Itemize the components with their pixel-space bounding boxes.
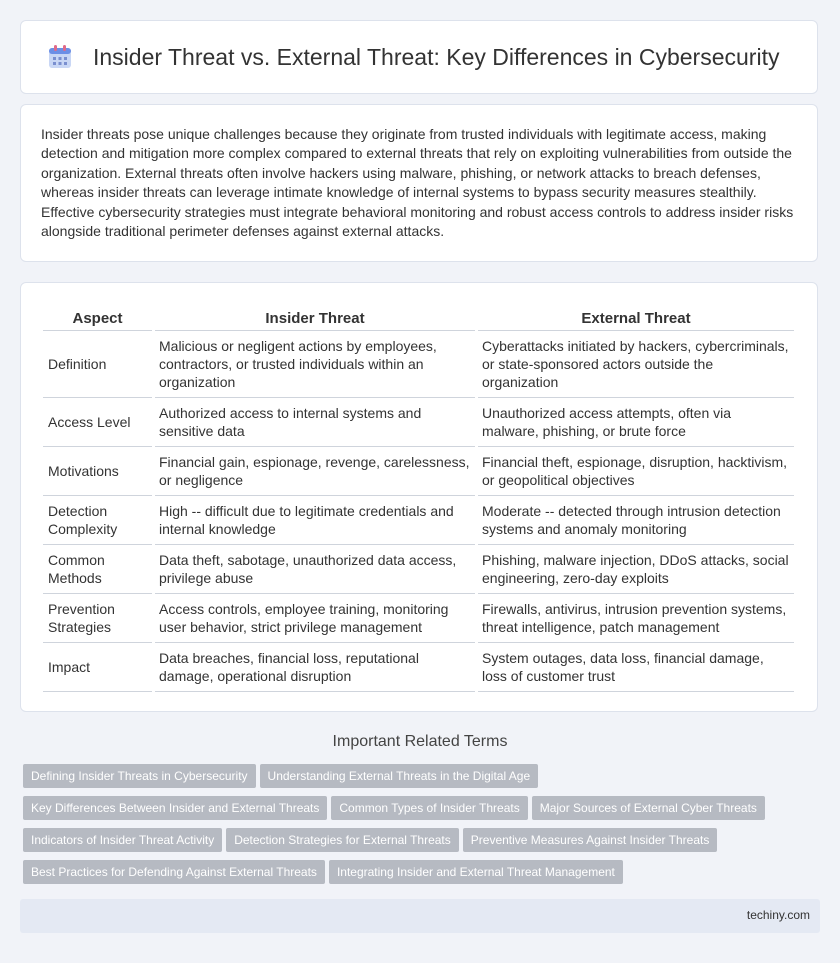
aspect-cell: Access Level	[43, 398, 152, 447]
table-row	[43, 447, 794, 496]
related-term-tag[interactable]: Best Practices for Defending Against External Threats	[23, 860, 325, 884]
insider-cell: Access controls, employee training, monitoring user behavior, strict privilege management	[155, 594, 475, 643]
external-cell: System outages, data loss, financial damage, loss of customer trust	[478, 643, 794, 692]
related-term-tag[interactable]: Indicators of Insider Threat Activity	[23, 828, 222, 852]
insider-cell: Financial gain, espionage, revenge, carelessness, or negligence	[155, 447, 475, 496]
external-cell: Phishing, malware injection, DDoS attacks, social engineering, zero-day exploits	[478, 545, 794, 594]
insider-cell: Data theft, sabotage, unauthorized data access, privilege abuse	[155, 545, 475, 594]
table-row	[43, 643, 794, 692]
intro-section	[20, 104, 818, 262]
external-cell: Firewalls, antivirus, intrusion prevention systems, threat intelligence, patch management	[478, 594, 794, 643]
site-name[interactable]: techiny.com	[746, 908, 810, 922]
column-header: External Threat	[478, 305, 794, 331]
page-footer	[20, 899, 820, 933]
related-term-tag[interactable]: Detection Strategies for External Threats	[226, 828, 459, 852]
aspect-cell: Detection Complexity	[43, 496, 152, 545]
table-header-row	[43, 305, 794, 331]
external-cell: Cyberattacks initiated by hackers, cybercriminals, or state-sponsored actors outside the organization	[478, 331, 794, 398]
related-term-tag[interactable]: Major Sources of External Cyber Threats	[532, 796, 765, 820]
related-term-tag[interactable]: Defining Insider Threats in Cybersecurity	[23, 764, 256, 788]
calendar-icon	[47, 44, 73, 70]
comparison-table	[40, 305, 797, 692]
external-cell: Moderate -- detected through intrusion detection systems and anomaly monitoring	[478, 496, 794, 545]
related-term-tag[interactable]: Key Differences Between Insider and External Threats	[23, 796, 327, 820]
page-title: Insider Threat vs. External Threat: Key Differences in Cybersecurity	[93, 43, 780, 70]
insider-cell: High -- difficult due to legitimate credentials and internal knowledge	[155, 496, 475, 545]
related-term-tag[interactable]: Understanding External Threats in the Digital Age	[260, 764, 539, 788]
table-row	[43, 331, 794, 398]
insider-cell: Data breaches, financial loss, reputational damage, operational disruption	[155, 643, 475, 692]
aspect-cell: Prevention Strategies	[43, 594, 152, 643]
comparison-table-card	[20, 282, 818, 712]
external-cell: Unauthorized access attempts, often via malware, phishing, or brute force	[478, 398, 794, 447]
related-term-tag[interactable]: Integrating Insider and External Threat Management	[329, 860, 623, 884]
related-terms-list	[23, 764, 823, 892]
insider-cell: Authorized access to internal systems and sensitive data	[155, 398, 475, 447]
table-row	[43, 594, 794, 643]
table-row	[43, 398, 794, 447]
external-cell: Financial theft, espionage, disruption, hacktivism, or geopolitical objectives	[478, 447, 794, 496]
aspect-cell: Impact	[43, 643, 152, 692]
aspect-cell: Motivations	[43, 447, 152, 496]
table-row	[43, 496, 794, 545]
column-header: Insider Threat	[155, 305, 475, 331]
related-terms-title: Important Related Terms	[332, 733, 508, 750]
column-header: Aspect	[43, 305, 152, 331]
aspect-cell: Common Methods	[43, 545, 152, 594]
intro-text: Insider threats pose unique challenges because they originate from trusted individuals with legitimate access, making detection and mitigation more complex compared to external threats that rely on exploiting vulnerabilities from outside the organization. External threats often involve hackers using malware, phishing, or network attacks to breach defenses, whereas insider threats can leverage intimate knowledge of internal systems to bypass security measures stealthily. Effective cybersecurity strategies must integrate behavioral monitoring and robust access controls to address insider risks alongside traditional perimeter defenses against external attacks.	[41, 126, 794, 240]
aspect-cell: Definition	[43, 331, 152, 398]
related-term-tag[interactable]: Preventive Measures Against Insider Threats	[463, 828, 718, 852]
table-row	[43, 545, 794, 594]
page-header	[20, 20, 818, 94]
related-term-tag[interactable]: Common Types of Insider Threats	[331, 796, 527, 820]
insider-cell: Malicious or negligent actions by employees, contractors, or trusted individuals within an organization	[155, 331, 475, 398]
